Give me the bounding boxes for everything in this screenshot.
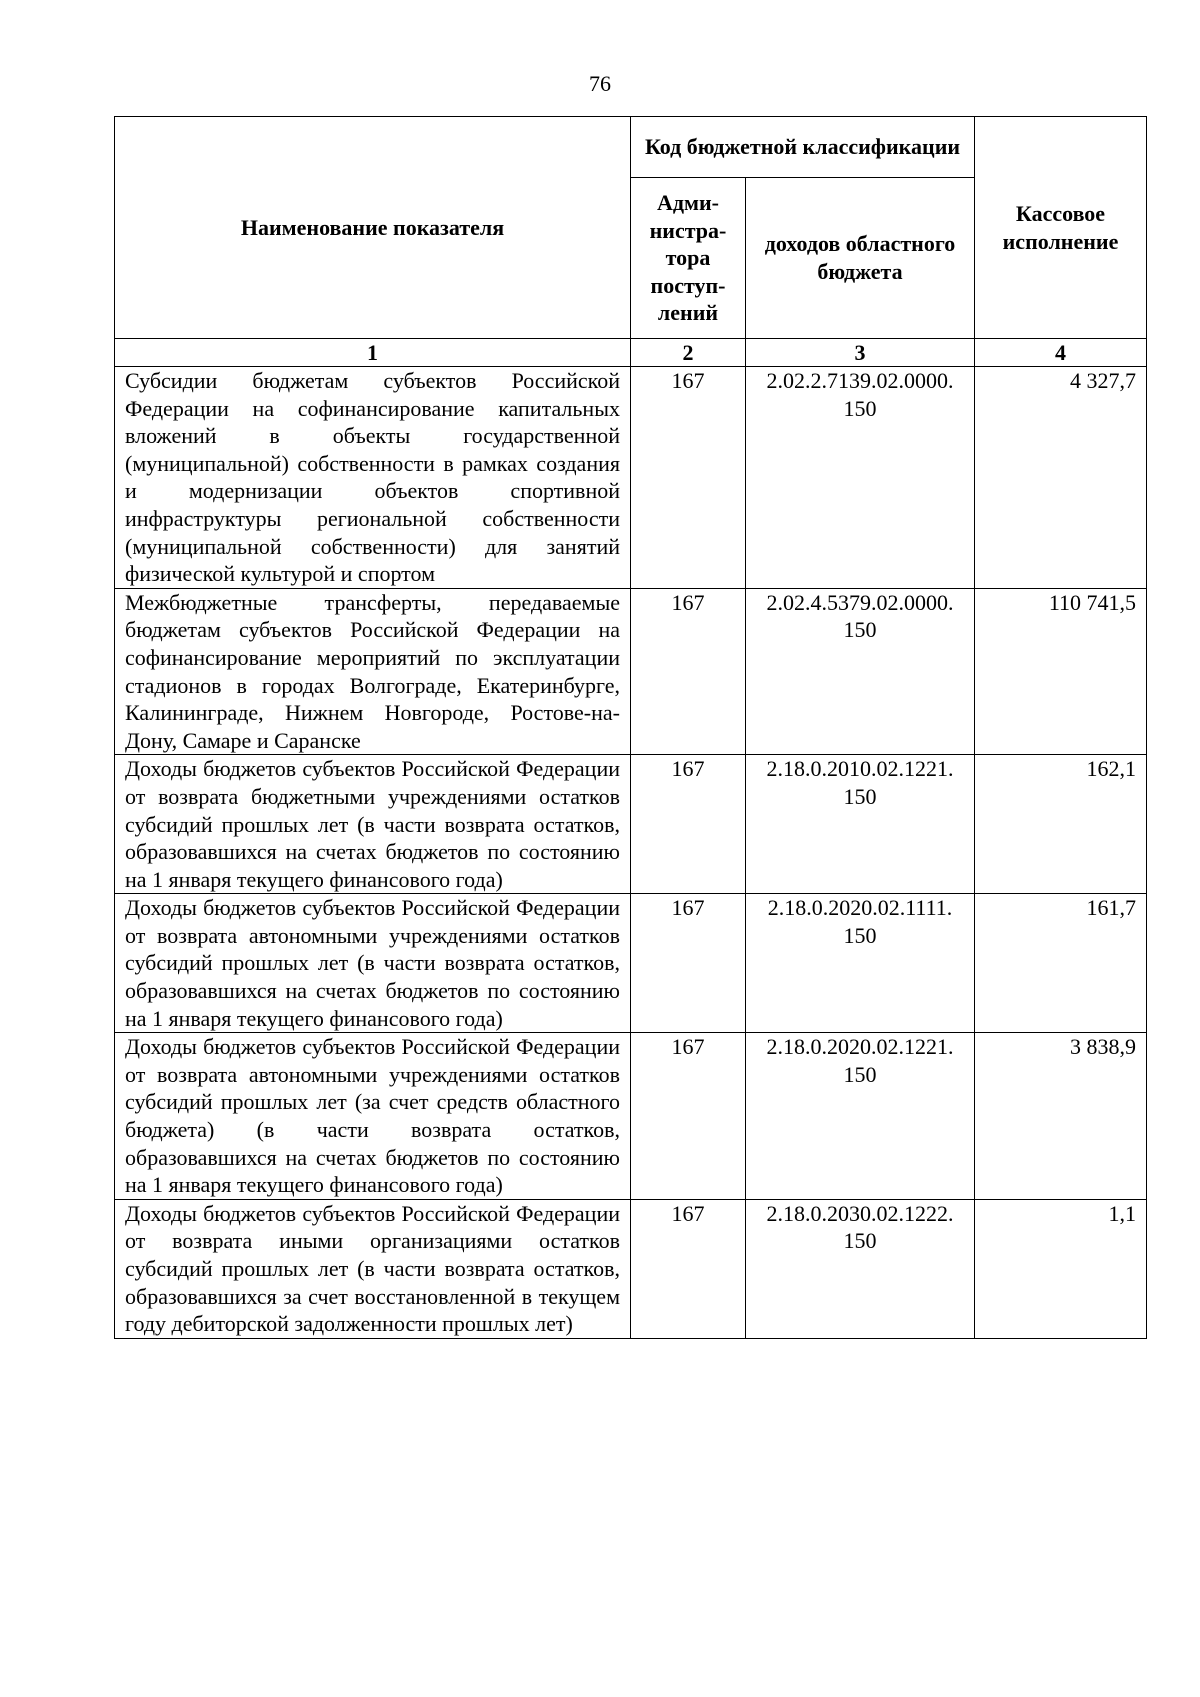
column-number: 2 (631, 339, 746, 367)
column-number-row (115, 339, 1147, 367)
row-admin: 167 (631, 1033, 746, 1200)
table-row (115, 755, 1147, 894)
table-row (115, 1199, 1147, 1338)
column-number: 3 (746, 339, 975, 367)
row-admin: 167 (631, 755, 746, 894)
row-cash: 110 741,5 (975, 588, 1147, 755)
column-number: 4 (975, 339, 1147, 367)
table-body (115, 367, 1147, 1339)
row-cash: 1,1 (975, 1199, 1147, 1338)
row-name: Доходы бюджетов субъектов Российской Федерации от возврата автономными учреждениями остатков субсидий прошлых лет (в части возврата остатков, образовавшихся на счетах бюджетов по состоянию на 1 января текущего финансового года) (115, 894, 631, 1033)
row-cash: 4 327,7 (975, 367, 1147, 589)
header-code-group: Код бюджетной классификации (631, 117, 975, 178)
table-row (115, 1033, 1147, 1200)
row-code: 2.02.2.7139.02.0000. 150 (746, 367, 975, 589)
budget-table (114, 116, 1147, 1339)
column-number: 1 (115, 339, 631, 367)
row-cash: 161,7 (975, 894, 1147, 1033)
row-name: Доходы бюджетов субъектов Российской Федерации от возврата автономными учреждениями остатков субсидий прошлых лет (за счет средств областного бюджета) (в части возврата остатков, образовавшихся на счетах бюджетов по состоянию на 1 января текущего финансового года) (115, 1033, 631, 1200)
row-code: 2.18.0.2010.02.1221. 150 (746, 755, 975, 894)
row-name: Доходы бюджетов субъектов Российской Федерации от возврата иными организациями остатков субсидий прошлых лет (в части возврата остатков, образовавшихся за счет восстановленной в текущем году дебиторской задолженности прошлых лет) (115, 1199, 631, 1338)
row-cash: 162,1 (975, 755, 1147, 894)
header-admin: Адми-нистра-тора поступ-лений (631, 178, 746, 339)
header-cash: Кассовое исполнение (975, 117, 1147, 339)
row-cash: 3 838,9 (975, 1033, 1147, 1200)
row-admin: 167 (631, 367, 746, 589)
row-admin: 167 (631, 1199, 746, 1338)
row-code: 2.18.0.2020.02.1221. 150 (746, 1033, 975, 1200)
table-row (115, 367, 1147, 589)
row-admin: 167 (631, 588, 746, 755)
row-name: Субсидии бюджетам субъектов Российской Федерации на софинансирование капитальных вложений в объекты государственной (муниципальной) собственности в рамках создания и модернизации объектов спортивной инфраструктуры региональной собственности (муниципальной собственности) для занятий физической культурой и спортом (115, 367, 631, 589)
row-name: Доходы бюджетов субъектов Российской Федерации от возврата бюджетными учреждениями остатков субсидий прошлых лет (в части возврата остатков, образовавшихся на счетах бюджетов по состоянию на 1 января текущего финансового года) (115, 755, 631, 894)
header-name: Наименование показателя (115, 117, 631, 339)
table-header (115, 117, 1147, 367)
row-code: 2.02.4.5379.02.0000. 150 (746, 588, 975, 755)
table-row (115, 588, 1147, 755)
row-code: 2.18.0.2020.02.1111. 150 (746, 894, 975, 1033)
page-number: 76 (589, 71, 611, 96)
row-code: 2.18.0.2030.02.1222. 150 (746, 1199, 975, 1338)
row-name: Межбюджетные трансферты, передаваемые бюджетам субъектов Российской Федерации на софинансирование мероприятий по эксплуатации стадионов в городах Волгограде, Екатеринбурге, Калининграде, Нижнем Новгороде, Ростове-на-Дону, Самаре и Саранске (115, 588, 631, 755)
table-row (115, 894, 1147, 1033)
header-income: доходов областного бюджета (746, 178, 975, 339)
row-admin: 167 (631, 894, 746, 1033)
